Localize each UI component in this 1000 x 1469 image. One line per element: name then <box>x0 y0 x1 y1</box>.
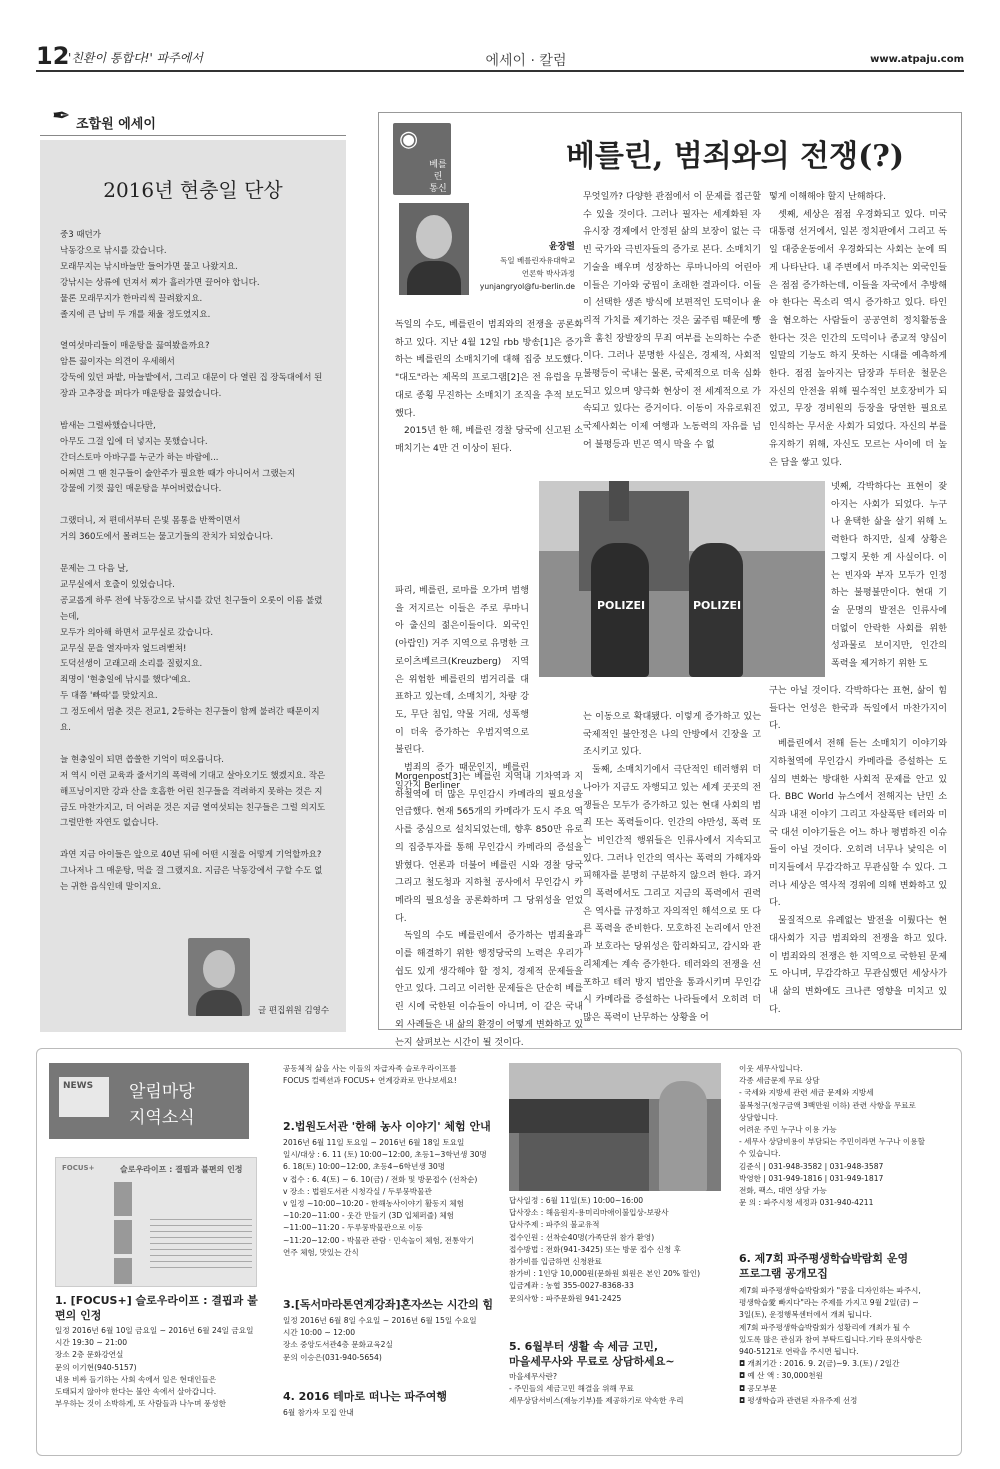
site-url[interactable]: www.atpaju.com <box>870 54 964 65</box>
essay-byline: 글 편집위원 김영수 <box>258 1006 330 1016</box>
article-paragraph: 둘째, 소매치기에서 극단적인 테러행위 더 나아가 지금도 자행되고 있는 세계 곳곳의 전쟁들은 모두가 증가하고 있는 현대 사회의 범죄 또는 폭력들이다. 인간의 야만성, 폭력 또는 비인간적 행위들은 인류사에서 지속되고 있다. 그러나 인간의 역사는 폭력의 가해자와 피해자를 분명히 구분하지 않으려 한다. 과거의 폭력에서도 그리고 지금의 폭력에서 권력은 역사를 규정하고 자의적인 해석으로 또 다른 폭력을 준비한다. 모호하진 논리에서 안전과 보호라는 당위성은 합리화되고, 감시와 관리체계는 계속 증가한다. 테러와의 전쟁을 선포하고 테러 방지 법안을 통과시키며 무인감시 카메라를 증설하는 나라들에서 오히려 더 많은 폭력이 난무하는 상황을 어 <box>583 765 761 1023</box>
police-photo <box>539 481 825 677</box>
essay-title: 2016년 현충일 단상 <box>103 178 283 202</box>
poster-photo <box>114 1258 132 1284</box>
author-email[interactable]: yunjangryol@fu-berlin.de <box>479 282 575 291</box>
article-paragraph: 독일의 수도, 베를린이 범죄와의 전쟁을 공론화하고 있다. 지난 4월 12일 rbb 방송[1]은 증가하는 베를린의 소매치기에 대해 집중 보도했다. "대도"라는 제목의 프로그램[2]은 전 유럽을 무대로 종횡 무진하는 소매치기 조직을 추적 보도했다. <box>395 320 583 419</box>
news-item-3-title[interactable]: 3.[독서마라톤연계강좌]혼자쓰는 시간의 힘 <box>283 1298 494 1311</box>
author-name: 윤장렬 <box>548 242 575 252</box>
author-face <box>416 215 452 259</box>
news-item-5-details: 이웃 세무사입니다. 각종 세금문제 무료 상담 - 국세와 지방세 관련 세금 문제와 지방세 불복청구(청구금액 3백만원 이하) 관련 사항을 무료로 상담합니다. 어려운 주민 누구나 이용 가능 - 세무사 상담비용이 부담되는 주민이라면 누구나 이용할 수 있습니다. 김준식 | 031-948-3582 | 031-948-3587 박영한 | 031-949-1816 | 031-949-1817 전화, 팩스, 대면 상담 가능 문 의 : 파주시청 세정과 031-940-4211 <box>739 1064 925 1208</box>
news-item-4-details: 답사일정 : 6월 11일(토) 10:00~16:00 답사장소 : 해음원지-용미리마애이불입상-보광사 답사주제 : 파주의 불교유적 접수인원 : 선착순40명(가족단위 참가 환영) 접수방법 : 전화(941-3425) 또는 방문 접수 신청 후 참가비를 입금하면 신청완료 참가비 : 1인당 10,000원(문화원 회원은 본인 20% 할인) 입금계좌 : 농협 355-0027-8368-33 문의사항 : 파주문화원 941-2425 <box>509 1196 701 1303</box>
page-number: 12 <box>36 42 70 70</box>
article-paragraph: 베를린에서 전해 듣는 소매치기 이야기와 지하철역에 무인감시 카메라를 증설하는 도심의 변화는 방대한 사회적 문제를 안고 있다. BBC World 뉴스에서 전해지는 난민 소식과 내전 이야기 그리고 자살폭탄 테러와 미국 대선 이야기들은 어느 하나 평범하진 이슈들이 아닐 것이다. 오히려 너무나 낯익은 이미지들에서 무감각하고 무관심할 수 있다. 그러나 세상은 역사적 경위에 의해 변화하고 있다. <box>769 739 947 909</box>
focus-poster-title: 슬로우라이프 : 결핍과 불편의 인정 <box>120 1165 243 1174</box>
news-header-line1: 알림마당 <box>129 1082 195 1102</box>
article-column-3b <box>831 479 947 674</box>
news-item-1-body: 일정 2016년 6월 10일 금요일 ~ 2016년 6월 24일 금요일 시간 19:30 ~ 21:00 장소 2층 문화강연실 문의 이기현(940-5157) 내용 비싸 들기하는 사회 속에서 일은 현대인들은 도태되지 않아야 한다는 불안 속에서 살아갑니다. 부우하는 것이 소박하게, 또 사람들과 나누며 풍성한 <box>55 1326 254 1409</box>
temple-wall <box>519 1133 649 1191</box>
essay-section-label: 조합원 에세이 <box>76 117 156 132</box>
news-item-2-title[interactable]: 2.법원도서관 '한해 농사 이야기' 체험 안내 <box>283 1120 491 1133</box>
poster-photo <box>114 1220 132 1254</box>
news-item-4-body: 6월 참가자 모집 안내 <box>283 1408 354 1417</box>
masthead-slogan: '친환이 통합다!' 파주에서 <box>68 51 203 65</box>
article-paragraph: 물질적으로 유례없는 발전을 이뤘다는 현대사회가 지금 범죄와의 전쟁을 하고 있다. 이 범죄와의 전쟁은 한 지역으로 국한된 문제도 아니며, 무감각하고 무관심했던 세상사가 내 삶의 변화에도 크나큰 영향을 미치고 있다. <box>769 916 947 1015</box>
article-box <box>378 112 962 1048</box>
column-badge-label: 베를린 통신 <box>429 160 447 194</box>
news-item-5-title[interactable]: 5. 6월부터 생활 속 세금 고민, 마을세무사와 무료로 상담하세요~ <box>509 1340 675 1368</box>
author-shoulders <box>407 261 461 295</box>
article-paragraph: 구는 아닐 것이다. 각박하다는 표현, 삶이 힘들다는 언성은 한국과 독일에서 마찬가지이다. <box>769 686 947 732</box>
news-header <box>49 1063 249 1139</box>
section-title: 에세이 · 칼럼 <box>485 53 567 69</box>
news-box <box>36 1048 962 1456</box>
police-label-right: POLIZEI <box>693 599 742 612</box>
article-column-2b <box>583 709 761 1028</box>
temple-roof <box>509 1099 649 1133</box>
essay-box <box>40 140 346 1032</box>
article-paragraph: 셋째, 세상은 점점 우경화되고 있다. 미국 대통령 선거에서, 일본 정치판에서 그리고 독일 대중운동에서 우경화되는 사회는 눈에 띄게 나타난다. 내 주변에서 마주치는 외국인들은 점점 증가하는데, 이들을 자국에서 추방해야 한다는 목소리 역시 증가하고 있다. 타인을 혐오하는 사람들이 공공연히 정치활동을 한다는 것은 인간의 도덕이나 종교적 양심이 일말의 기능도 하지 못하는 시대를 예측하게 한다. 점점 높아지는 담장과 두터운 철문은 자신의 안전을 위해 필수적인 보호장비가 되었고, 무장 경비원의 등장을 당연한 필요로 인식하는 무서운 사회가 되었다. 자신의 부를 유지하기 위해, 자신도 모르는 사이에 더 높은 담을 쌓고 있다. <box>769 209 947 468</box>
article-paragraph: 2015년 한 해, 베를린 경찰 당국에 신고된 소매치기는 4만 건 이상이 된다. <box>395 426 583 454</box>
essay-body <box>60 228 330 912</box>
essay-paragraph: 열여섯마리들이 매운탕을 끓여봤을까요? 암튼 끓이자는 의견이 우세해서 강둑에 있던 파밭, 마늘밭에서, 그리고 대문이 다 열린 집 장독대에서 된장과 고추장을 퍼다가 매운탕을 끓였습니다. <box>60 341 323 400</box>
column-badge <box>393 123 451 195</box>
essay-paragraph: 밤새는 그럴싸했습니다만, 아무도 그걸 입에 더 넣지는 못했습니다. 간더스토마 아바구를 누군가 하는 바람에... 어쩌면 그 땐 친구들이 술안주가 필요한 때가 아니어서 그랬는지 강물에 기껏 끓인 매운탕을 부어버렸습니다. <box>60 420 296 495</box>
news-item-1-title[interactable]: 1. [FOCUS+] 슬로우라이프 : 결핍과 불편의 인정 <box>55 1294 258 1322</box>
news-item-5-body: 마을세무사란? - 주민들의 세금고민 해결을 위해 무료 세무상담서비스(재능기부)를 제공하기로 약속한 우리 <box>509 1372 684 1406</box>
poster-photo <box>114 1182 132 1216</box>
news-intro-text: 공동체적 삶을 사는 이들의 자급자족 슬로우라이프를 FOCUS 컬렉션과 FOCUS+ 연계강좌로 만나보세요! <box>283 1064 457 1086</box>
article-column-1c <box>395 769 583 1070</box>
temple-photo <box>509 1063 721 1191</box>
news-item-3-body: 일정 2016년 6월 8일 수요일 ~ 2016년 6월 15일 수요일 시간 10:00 ~ 12:00 장소 중앙도서관4층 문화교육2실 문의 이승은(031-940-5654) <box>283 1316 477 1362</box>
poster-text-block <box>150 1214 252 1270</box>
author-photo <box>399 203 469 295</box>
article-column-3a <box>769 189 947 472</box>
article-paragraph: 독일의 수도 베를린에서 증가하는 범죄율과 이를 해결하기 위한 행정당국의 노력은 우리가 쉽도 있게 생각해야 할 정치, 경제적 문제들을 안고 있다. 그리고 이러한 문제들은 단순히 베를린 시에 국한된 이슈들이 아니며, 이 같은 국내외 사례들은 내 삶의 환경이 어떻게 변화하고 있는지 살펴보는 시간이 될 것이다. <box>395 931 583 1048</box>
article-column-2a <box>583 189 761 455</box>
author-byline <box>475 241 575 293</box>
news-item-6-title[interactable]: 6. 제7회 파주평생학습박람회 운영 프로그램 공개모집 <box>739 1252 909 1280</box>
article-paragraph: 넷째, 각박하다는 표현이 잦아지는 사회가 되었다. 누구나 윤택한 삶을 살기 위해 노력한다 하지만, 실제 상황은 그렇지 못한 게 사실이다. 이는 빈자와 부자 모두가 인정하는 불평불만이다. 현대 기술 문명의 발전은 인류사에 더없이 안락한 사회를 위한 성과물로 보이지만, 인간의 폭력을 제거하기 위한 도 <box>831 482 947 670</box>
pen-icon: ✒ <box>52 104 71 129</box>
news-header-line2: 지역소식 <box>129 1108 195 1128</box>
article-paragraph: Morgenpost[3]는 베를린 지역내 기차역과 지하철역에 더 많은 무인감시 카메라의 필요성을 언급했다. 현재 565개의 카메라가 도시 주요 역사를 중심으로 설치되었는데, 향후 850만 유로의 집중투자를 통해 무인감시 카메라의 증설을 밝혔다. 언론과 더불어 베를린 시와 경찰 당국 그리고 철도청과 지하철 공사에서 무인감시 카메라의 필요성을 공론화하며 그 당위성을 얻었다. <box>395 772 583 924</box>
news-item-2-body: 2016년 6월 11일 토요일 ~ 2016년 6월 18일 토요일 일시/대상 : 6. 11 (토) 10:00~12:00, 초등1~3학년생 30명 6. 18(토) 10:00~12:00, 초등4~6학년생 30명 v 접수 : 6. 4(토) ~ 6. 10(금) / 전화 및 방문접수 (선착순) v 장소 : 법원도서관 시청각실 / 두루뭉박물관 v 일정 ~10:00~10:20 - 한해농사이야기 활동지 체험 ~10:20~11:00 - 웃간 만들기 (3D 입체퍼즐) 체험 ~11:00~11:20 - 두루뭉박물관으로 이동 ~11:20~12:00 - 박물관 관람 · 민속놀이 체험, 전통악기 연주 체험, 맛있는 간식 <box>283 1138 487 1257</box>
news-item-4-title[interactable]: 4. 2016 테마로 떠나는 파주여행 <box>283 1390 448 1403</box>
article-paragraph: 떻게 이해해야 할지 난해하다. <box>769 192 886 202</box>
article-paragraph: 파리, 베를린, 로마를 오가며 범행을 저지르는 이들은 주로 루마니아 출신의 젊은이들이다. 외국인(아랍인) 거주 지역으로 유명한 크로이츠베르크(Kreuzberg) 지역은 위험한 베를린의 범거리를 대표하고 있는데, 소매치기, 차량 강도, 무단 침입, 약물 거래, 성폭행이 더욱 증가하는 우범지역으로 불린다. <box>395 586 529 756</box>
essay-paragraph: 문제는 그 다음 날, 교무실에서 호출이 있었습니다. 공교롭게 하루 전에 낙동강으로 낚시를 갔던 친구들이 오롯이 이름 불렸는데, 모두가 의아해 하면서 교무실로 갔습니다. 교무실 문을 열자마자 엎드려뻗쳐! 도덕선생이 고래고래 소리를 질렀지요. 죄명이 '현충일에 낚시를 했다'예요. 두 대쯤 '빠따'를 맞았지요. 그 정도에서 멈춘 것은 전교1, 2등하는 친구들이 함께 불려간 때문이지요. <box>60 563 323 734</box>
article-column-1a <box>395 317 583 459</box>
essay-paragraph: 늘 현충일이 되면 씁쓸한 기억이 떠오릅니다. 저 역시 이런 교육과 줄서기의 폭력에 기대고 살아오기도 했겠지요. 작은 해프닝이지만 강과 산을 호흡한 어린 친구들을 격려하지 못하는 것은 지금도 마찬가지고, 더 어려운 것은 지금 열여섯되는 친구들은 그럴 의지도 그럴만한 자연도 없습니다. <box>60 754 326 829</box>
focus-poster-label: FOCUS+ <box>62 1164 95 1172</box>
article-paragraph: 범죄의 증가 때문인지, 베를린 일간지 Berliner <box>395 763 529 791</box>
essay-paragraph: 과연 지금 아이들은 앞으로 40년 뒤에 어떤 시절을 어떻게 기억할까요? 그나저나 그 매운탕, 먹을 걸 그랬지요. 지금은 낙동강에서 구할 수도 없는 귀한 음식인데 말이지요. <box>60 850 323 893</box>
article-column-1b <box>395 583 529 795</box>
news-item-6-body: 제7회 파주평생학습박람회가 "꿈을 디자인하는 파주시, 평생학습愛 빠지다"라는 주제를 가지고 9월 2일(금) ~ 3일(토), 운정행복센터에서 개최 됩니다. 제7회 파주평생학습박람회가 성황리에 개최가 될 수 있도록 많은 관심과 참여 부탁드립니다.기타 문의사항은 940-5121로 연락을 주시면 됩니다. ◘ 개최기간 : 2016. 9. 2(금)~9. 3.(토) / 2일간 ◘ 예 산 액 : 30,000천원 ◘ 공모부문 ◘ 평생학습과 관련된 자유주제 선정 <box>739 1286 923 1405</box>
article-paragraph: 무엇일까? 다양한 관점에서 이 문제를 접근할 수 있을 것이다. 그러나 필자는 세계화된 자유시장 경제에서 안정된 삶의 보장이 없는 극빈 국가와 극빈자들의 증가로 본다. 소매치기 기술을 배우며 성장하는 루마니아의 어린아이들은 기아와 궁핍이 초래한 결과이다. 이들이 선택한 생존 방식에 보편적인 도덕이나 윤리적 가치를 제기하는 것은 굶주림 때문에 빵을 훔친 장발장의 무죄 여부를 논의하는 수준이다. 그러나 분명한 사실은, 경제적, 사회적 불평등이 국내는 물론, 국제적으로 더욱 심화되고 있으며 양극화 현상이 전 세계적으로 가속되고 있다는 증거이다. 이동이 자유로워진 국제사회는 이제 여행과 노동력의 자유를 넘어 불평등과 빈곤 역시 막을 수 없 <box>583 192 761 450</box>
police-label-left: POLIZEI <box>597 599 646 612</box>
buddha-statue <box>659 1081 707 1191</box>
news-icon: NEWS <box>59 1077 109 1117</box>
article-paragraph: 는 이동으로 확대됐다. 이렇게 증가하고 있는 국제적인 불안정은 나의 안방에서 긴장을 고조시키고 있다. <box>583 712 761 758</box>
author-face <box>203 950 235 988</box>
article-column-3c <box>769 683 947 1019</box>
broadcast-icon: ◉ <box>399 127 419 152</box>
cathedral-spire <box>609 481 629 521</box>
page-header <box>36 40 964 72</box>
essay-paragraph: 그랬더니, 저 편데서부터 은빛 몸통을 반짝이면서 거의 360도에서 몰려드는 물고기들의 잔치가 되었습니다. <box>60 516 274 543</box>
author-affiliation: 독일 베를린자유대학교 언론학 박사과정 <box>500 256 575 278</box>
essay-paragraph: 중3 때던가 낙동강으로 낚시를 갔습니다. 모래무지는 낚시바늘만 들어가면 물고 나왔지요. 강낚시는 상류에 던져서 찌가 흘러가면 끌어야 합니다. 물론 모래무지가 한마리씩 끌려왔지요. 졸지에 큰 납비 두 개를 채울 정도였지요. <box>60 230 260 320</box>
essay-label-bar <box>40 104 346 136</box>
author-shoulders <box>196 990 242 1016</box>
article-title: 베를린, 범죄와의 전쟁(?) <box>565 139 905 174</box>
author-photo <box>188 938 250 1016</box>
focus-poster <box>55 1157 257 1287</box>
